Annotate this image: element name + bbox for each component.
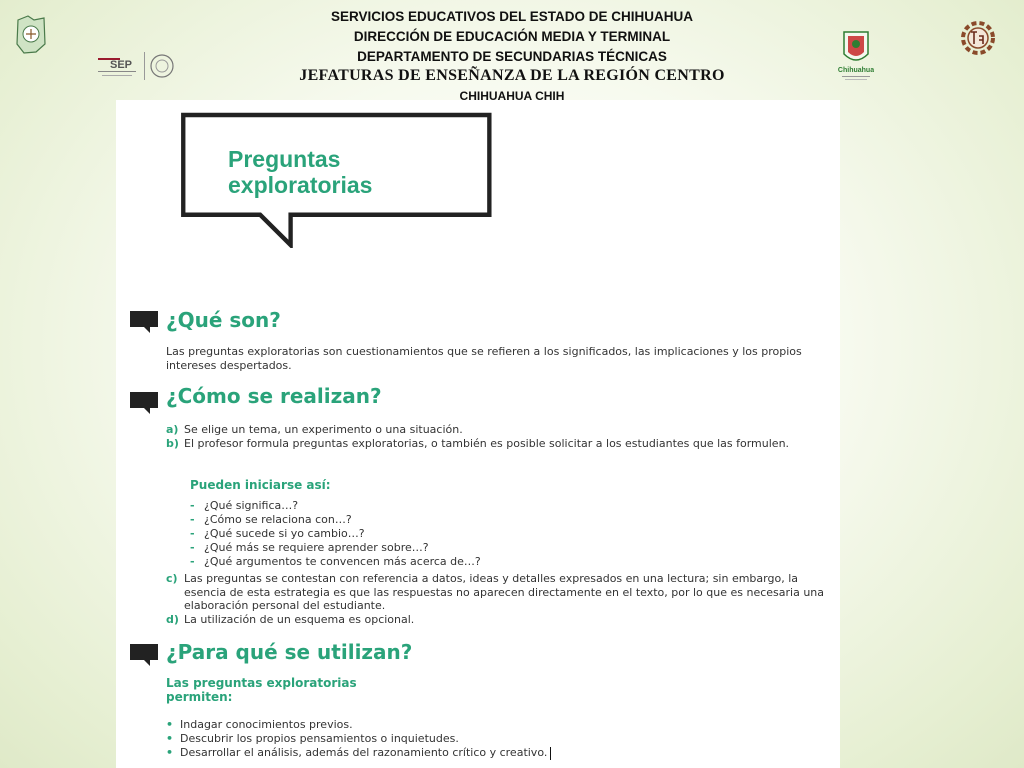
bullet-text: Descubrir los propios pensamientos o inquietudes.: [180, 732, 459, 745]
list-item: - ¿Qué significa…?: [190, 499, 299, 512]
list-item: - ¿Qué argumentos te convencen más acerca de…?: [190, 555, 481, 568]
chihuahua-logo: [838, 28, 874, 84]
list-item-text: El profesor formula preguntas exploratorias, o también es posible solicitar a los estudiantes que las formulen.: [184, 437, 790, 450]
section-marker-icon: [130, 644, 158, 666]
list-item-label: c): [166, 572, 178, 585]
list-item: [166, 423, 826, 437]
list-item: [166, 572, 826, 613]
list-item: • Desarrollar el análisis, además del razonamiento crítico y creativo.: [166, 746, 551, 760]
tech-gear-icon: [958, 18, 998, 58]
subheading-permiten: Las preguntas exploratorias permiten:: [166, 676, 357, 704]
list-item-text: La utilización de un esquema es opcional.: [184, 613, 415, 626]
subheading-pueden-iniciarse: Pueden iniciarse así:: [190, 478, 331, 492]
header-line-3: DEPARTAMENTO DE SECUNDARIAS TÉCNICAS: [357, 49, 667, 64]
svg-text:SEP: SEP: [110, 59, 133, 71]
list-item: [166, 613, 826, 627]
section-heading-que-son: ¿Qué son?: [166, 308, 281, 332]
list-item-label: b): [166, 437, 179, 450]
starter-text: ¿Cómo se relaciona con…?: [204, 513, 352, 526]
header-line-1: SERVICIOS EDUCATIVOS DEL ESTADO DE CHIHUAHUA: [330, 9, 694, 24]
bullet-text: Indagar conocimientos previos.: [180, 718, 353, 731]
sep-logo: [96, 48, 186, 84]
section-marker-icon: [130, 311, 158, 333]
slide-header: [0, 0, 1024, 100]
section-que-son-text: Las preguntas exploratorias son cuestionamientos que se refieren a los significados, las implicaciones y los propios intereses despertados.: [166, 345, 802, 372]
section-heading-como-se-realizan: ¿Cómo se realizan?: [166, 384, 382, 408]
list-item: [166, 437, 826, 451]
starter-text: ¿Qué significa…?: [204, 499, 299, 512]
list-item: - ¿Qué más se requiere aprender sobre…?: [190, 541, 429, 554]
starter-text: ¿Qué más se requiere aprender sobre…?: [204, 541, 429, 554]
svg-text:Chihuahua: Chihuahua: [838, 67, 874, 74]
list-item: - ¿Cómo se relaciona con…?: [190, 513, 352, 526]
document-title: Preguntas exploratorias: [228, 146, 373, 198]
bullet-text: Desarrollar el análisis, además del razonamiento crítico y creativo.: [180, 746, 548, 759]
list-item: • Descubrir los propios pensamientos o inquietudes.: [166, 732, 459, 745]
header-line-2: DIRECCIÓN DE EDUCACIÓN MEDIA Y TERMINAL: [353, 29, 671, 44]
seech-logo: [14, 14, 48, 56]
document-page: [116, 100, 840, 768]
list-item: - ¿Qué sucede si yo cambio…?: [190, 527, 365, 540]
list-item-text: Se elige un tema, un experimento o una situación.: [184, 423, 463, 436]
header-line-5: CHIHUAHUA CHIH: [459, 89, 565, 100]
starter-text: ¿Qué sucede si yo cambio…?: [204, 527, 365, 540]
list-item-label: a): [166, 423, 179, 436]
section-heading-para-que: ¿Para qué se utilizan?: [166, 640, 413, 664]
list-item: • Indagar conocimientos previos.: [166, 718, 353, 731]
starter-text: ¿Qué argumentos te convencen más acerca de…?: [204, 555, 481, 568]
header-line-4: JEFATURAS DE ENSEÑANZA DE LA REGIÓN CENTRO: [299, 67, 725, 84]
list-item-text: Las preguntas se contestan con referencia a datos, ideas y detalles expresados en una lectura; sin embargo, la esencia de esta estrategia es que las respuestas no aparecen directamente en el texto, por lo que es necesaria una elaboración personal del estudiante.: [184, 572, 825, 612]
list-item-label: d): [166, 613, 179, 626]
text-cursor: [550, 747, 551, 760]
section-marker-icon: [130, 392, 158, 414]
